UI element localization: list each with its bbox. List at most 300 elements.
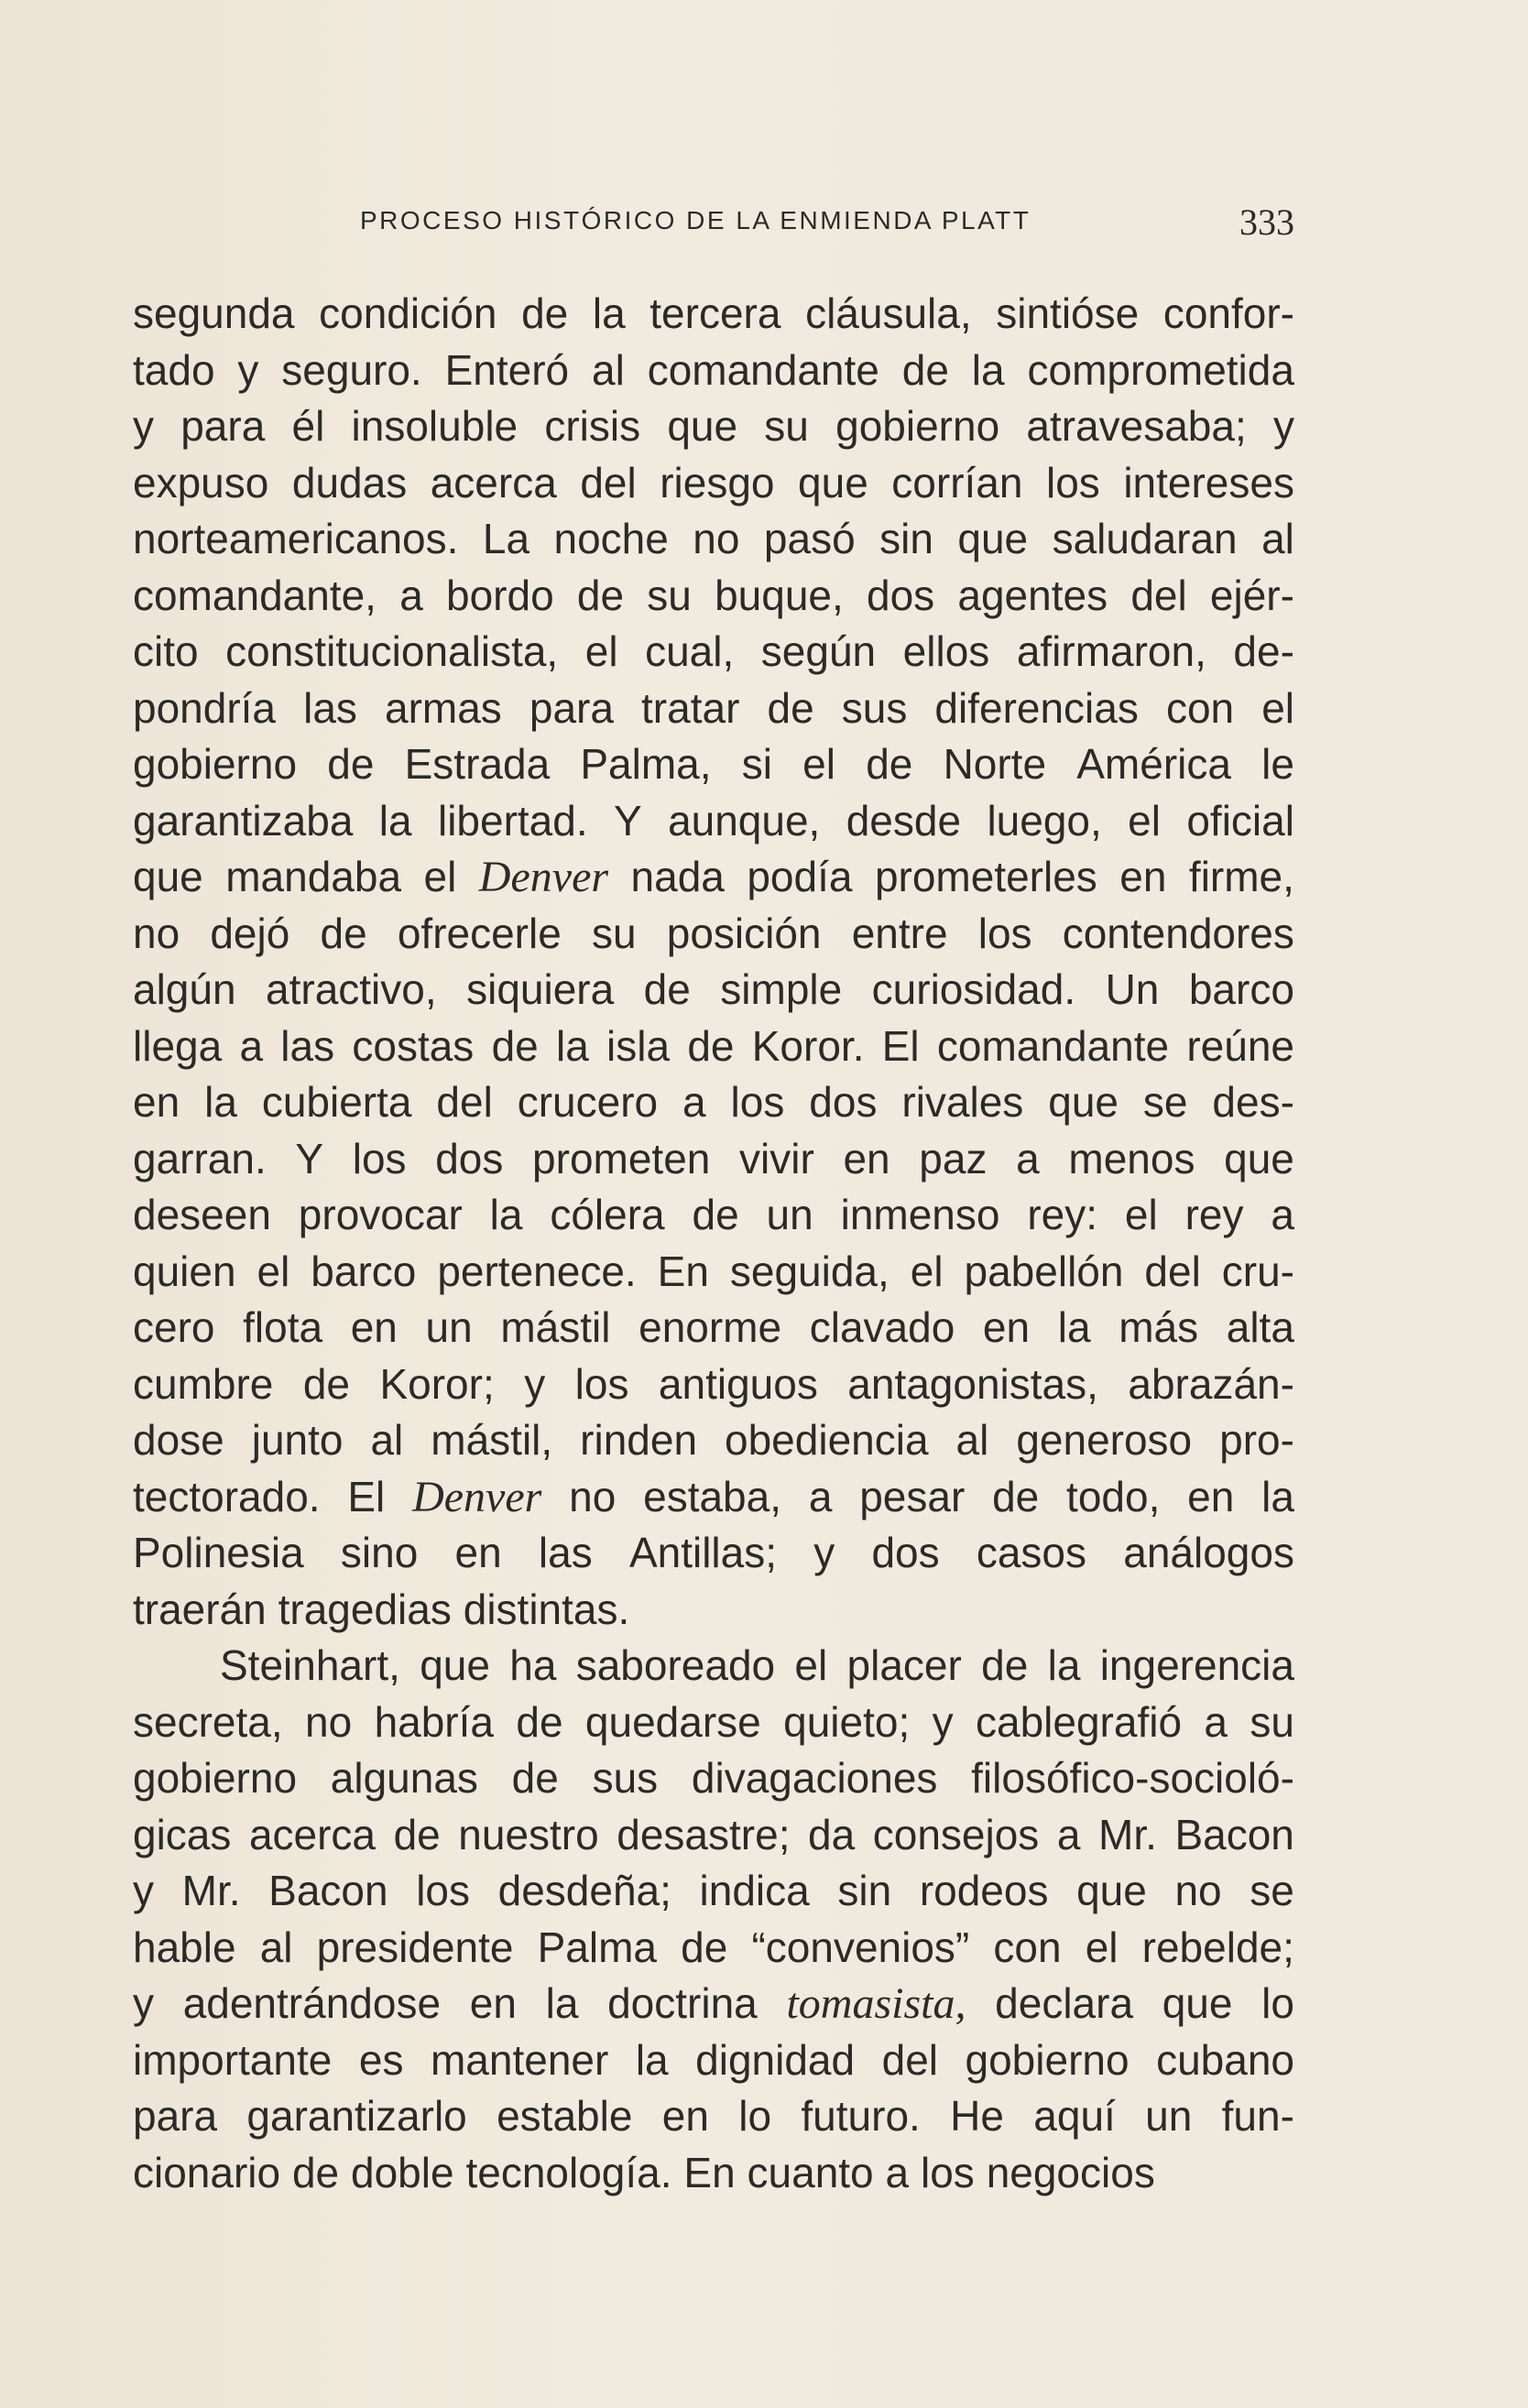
word: quedarse [584, 1697, 761, 1746]
word: desde [846, 796, 962, 844]
word: obediencia [725, 1416, 929, 1464]
word: de [692, 1191, 739, 1238]
word: de- [1233, 627, 1294, 675]
word: de [643, 965, 691, 1013]
word: no [693, 515, 740, 562]
word: tado [133, 345, 215, 394]
word: y [133, 1867, 154, 1914]
word: libertad. [437, 796, 588, 844]
word: tecnología. [465, 2148, 672, 2196]
word: y [524, 1359, 546, 1408]
text-line [133, 736, 1294, 793]
word: y [932, 1697, 954, 1746]
word: contendores [1062, 909, 1294, 957]
word: rodeos [919, 1867, 1049, 1914]
word: corrían [891, 458, 1023, 507]
word: importante [133, 2035, 333, 2084]
word: rey [1184, 1191, 1244, 1238]
word: que [1048, 1078, 1119, 1126]
word: rivales [901, 1078, 1024, 1126]
text-line [133, 849, 1294, 906]
word: garantizarlo [246, 2092, 467, 2140]
word: doble [351, 2148, 454, 2196]
word: inmenso [840, 1191, 1000, 1238]
word: vivir [739, 1134, 814, 1182]
word: la [592, 289, 626, 337]
word: pondría [133, 683, 277, 732]
word: segunda [133, 289, 295, 337]
word: barco [1188, 965, 1294, 1013]
word: En [683, 2148, 736, 2196]
word: riesgo [660, 458, 775, 507]
word: a [239, 1021, 264, 1070]
word: el [794, 1641, 828, 1689]
word: gobierno [133, 1754, 298, 1802]
word: barco [311, 1247, 417, 1295]
word: secreta, [133, 1697, 283, 1746]
word: al [955, 1416, 989, 1464]
word: de [521, 289, 569, 337]
word: a [1204, 1697, 1228, 1746]
word: mandaba [225, 853, 402, 900]
word: para [133, 2092, 218, 2140]
word: la [1057, 1303, 1091, 1351]
word: comprometida [1027, 345, 1294, 394]
word: al [1261, 515, 1294, 562]
word: traerán [133, 1585, 267, 1633]
text-line [133, 1638, 1294, 1694]
word: algún [133, 965, 236, 1013]
text-line [133, 286, 1294, 343]
word: adentrándose [182, 1979, 442, 2027]
word: la [545, 1979, 579, 2027]
word: antiguos [658, 1359, 818, 1408]
word: sino [340, 1529, 419, 1576]
word: consejos [872, 1810, 1040, 1858]
word: Antillas; [628, 1529, 778, 1576]
word: el [802, 740, 835, 788]
word: estable [497, 2092, 633, 2140]
word: podía [747, 853, 853, 900]
word: al [370, 1416, 404, 1464]
word: de [687, 1021, 735, 1070]
word: a [1016, 1134, 1040, 1182]
word: en [1119, 853, 1167, 900]
word: cubano [1156, 2035, 1294, 2084]
word: de [511, 1754, 559, 1802]
word: quien [133, 1247, 236, 1295]
text-line [133, 1807, 1294, 1864]
word: cual, [645, 627, 735, 675]
word: abrazán- [1128, 1359, 1294, 1408]
word: crucero [517, 1078, 659, 1126]
text-line [133, 1131, 1294, 1188]
body-text [133, 286, 1294, 2201]
word: de [393, 1810, 441, 1858]
word: lo [738, 2092, 772, 2140]
word: que [798, 458, 868, 507]
word: luego, [987, 796, 1102, 844]
word: que [957, 515, 1029, 562]
text-line [133, 1187, 1294, 1244]
word: la [378, 796, 412, 844]
word: Y [614, 796, 642, 844]
word: dose [133, 1416, 224, 1464]
word: del [436, 1078, 493, 1126]
word: da [808, 1810, 856, 1858]
word: en [350, 1303, 398, 1351]
word: un [1145, 2092, 1193, 2140]
word: aunque, [668, 796, 821, 844]
word: placer [846, 1641, 962, 1689]
word: según [760, 627, 877, 675]
word: Koror; [379, 1359, 495, 1408]
word: menos [1068, 1134, 1195, 1182]
word: se [1250, 1867, 1294, 1914]
word: del [1144, 1247, 1201, 1295]
word: a [885, 2148, 910, 2196]
word: sintióse [996, 289, 1140, 337]
word: tragedias [278, 1585, 452, 1633]
word: bordo [446, 571, 554, 619]
word: garantizaba [133, 796, 354, 844]
word: todo, [1066, 1472, 1161, 1520]
word: confor- [1162, 289, 1294, 337]
word: ellos [902, 627, 990, 675]
word: el [584, 627, 618, 675]
text-line [133, 1244, 1294, 1301]
word: simple [720, 965, 843, 1013]
word: gobierno [965, 2035, 1130, 2084]
word: y [133, 402, 154, 450]
word: Palma [537, 1923, 658, 1971]
word: de [302, 1359, 351, 1408]
word: flota [243, 1303, 323, 1351]
word: negocios [986, 2148, 1155, 2196]
word: sin [879, 515, 933, 562]
word: si [741, 740, 772, 788]
word: le [1261, 740, 1294, 788]
text-line [133, 1863, 1294, 1920]
word: comandante, [133, 571, 377, 619]
word: análogos [1123, 1529, 1294, 1576]
word: y [237, 345, 259, 394]
word: lo [1261, 1979, 1294, 2027]
word: mantener [430, 2035, 609, 2084]
text-line [133, 793, 1294, 850]
word: Polinesia [133, 1529, 304, 1576]
word: de [291, 2148, 340, 2196]
word: filosófico-socioló- [971, 1754, 1294, 1802]
text-line [133, 568, 1294, 625]
word: dos [809, 1078, 878, 1126]
word: Enteró [444, 345, 570, 394]
word: noche [553, 515, 669, 562]
word: América [1076, 740, 1231, 788]
word: cubierta [261, 1078, 412, 1126]
word: indica [699, 1867, 810, 1914]
word: cumbre [133, 1359, 274, 1408]
word: prometen [532, 1134, 711, 1182]
text-line [133, 511, 1294, 568]
word: atravesaba; [1026, 402, 1247, 450]
word: para [529, 683, 614, 732]
word: enorme [638, 1303, 782, 1351]
page-header [133, 197, 1294, 243]
word: fun- [1221, 2092, 1294, 2140]
text-line [133, 398, 1294, 455]
word: el [1261, 683, 1294, 732]
word: de [516, 1697, 563, 1746]
word: su [764, 402, 809, 450]
word: gobierno [835, 402, 1000, 450]
text-line [133, 1750, 1294, 1807]
word: acerca [430, 458, 557, 507]
text-line [133, 1920, 1294, 1977]
word: para [180, 402, 266, 450]
word: la [555, 1021, 589, 1070]
text-line [133, 1300, 1294, 1357]
word: cólera [550, 1191, 665, 1238]
word: clavado [809, 1303, 955, 1351]
word: ofrecerle [397, 909, 562, 957]
word: que [667, 402, 738, 450]
text-line [133, 1412, 1294, 1469]
word: Un [1105, 965, 1160, 1013]
word: armas [384, 683, 502, 732]
word: aquí [1033, 2092, 1116, 2140]
word: tratar [641, 683, 740, 732]
word: constitucionalista, [225, 627, 559, 675]
word: del [1130, 571, 1187, 619]
word: quieto; [783, 1697, 911, 1746]
text-line [133, 681, 1294, 737]
word: sus [841, 683, 908, 732]
word: su [647, 571, 692, 619]
word: crisis [544, 402, 641, 450]
word: declara [995, 1979, 1134, 2027]
word: curiosidad. [871, 965, 1076, 1013]
word: de [491, 1021, 539, 1070]
word: dignidad [695, 2035, 856, 2084]
word: de [866, 740, 913, 788]
word: las [280, 1021, 335, 1070]
word: Norte [943, 740, 1047, 788]
word: ha [509, 1641, 557, 1689]
word: Denver [478, 853, 609, 901]
word: cionario [133, 2148, 281, 2196]
word: junto [251, 1416, 344, 1464]
word: en [133, 1078, 180, 1126]
text-line [133, 2145, 1294, 2202]
word: de [327, 740, 375, 788]
word: La [482, 515, 530, 562]
word: sin [837, 1867, 892, 1914]
word: a [1056, 1810, 1081, 1858]
word: con [993, 1923, 1062, 1971]
page-number: 333 [1239, 202, 1294, 243]
word: los [574, 1359, 629, 1408]
word: la [971, 345, 1005, 394]
word: dos [871, 1529, 940, 1576]
word: gobierno [133, 740, 298, 788]
word: el [910, 1247, 944, 1295]
text-line [133, 962, 1294, 1019]
word: es [358, 2035, 404, 2084]
word: tectorado. [133, 1472, 321, 1520]
word: generoso [1016, 1416, 1193, 1464]
word: saludaran [1052, 515, 1238, 562]
word: antagonistas, [847, 1359, 1098, 1408]
word: del [881, 2035, 938, 2084]
word: cablegrafió [976, 1697, 1183, 1746]
word: comandante [647, 345, 879, 394]
word: que [420, 1641, 490, 1689]
word: los [730, 1078, 785, 1126]
word: Mr. [1098, 1810, 1157, 1858]
text-line [133, 624, 1294, 681]
word: dejó [210, 909, 290, 957]
word: el [1085, 1923, 1119, 1971]
word: futuro. [801, 2092, 921, 2140]
word: la [204, 1078, 237, 1126]
word: tercera [649, 289, 781, 337]
word: de [992, 1472, 1040, 1520]
word: que [133, 853, 203, 900]
word: y [813, 1529, 835, 1576]
word: intereses [1123, 458, 1294, 507]
word: siquiera [466, 965, 615, 1013]
word: cito [133, 627, 199, 675]
word: se [1142, 1078, 1188, 1126]
word: des- [1212, 1078, 1294, 1126]
word: Bacon [1174, 1810, 1294, 1858]
text-line [133, 1694, 1294, 1751]
word: distintas. [463, 1585, 630, 1633]
word: mástil [500, 1303, 611, 1351]
word: El [881, 1021, 920, 1070]
word: que [1076, 1867, 1147, 1914]
word: gicas [133, 1810, 232, 1858]
word: dudas [291, 458, 408, 507]
word: En [657, 1247, 709, 1295]
text-line [133, 1525, 1294, 1582]
word: cero [133, 1303, 215, 1351]
word: ingerencia [1099, 1641, 1294, 1689]
word: su [591, 909, 637, 957]
word: prometerles [874, 853, 1097, 900]
word: dos [435, 1134, 504, 1182]
word: rinden [580, 1416, 698, 1464]
word: los [921, 2148, 975, 2196]
word: costas [352, 1021, 475, 1070]
word: el [1124, 1191, 1158, 1238]
word: a [1271, 1191, 1294, 1238]
word: la [489, 1191, 523, 1238]
word: con [1165, 683, 1235, 732]
word: a [808, 1472, 833, 1520]
word: buque, [715, 571, 844, 619]
text-line [133, 1469, 1294, 1526]
word: expuso [133, 458, 269, 507]
word: agentes [957, 571, 1108, 619]
word: presidente [316, 1923, 514, 1971]
word: en [982, 1303, 1031, 1351]
word: en [469, 1979, 517, 2027]
word: un [425, 1303, 473, 1351]
text-line [133, 1976, 1294, 2032]
word: atractivo, [266, 965, 437, 1013]
word: en [1187, 1472, 1235, 1520]
word: que [1224, 1134, 1294, 1182]
text-line [133, 2032, 1294, 2089]
word: provocar [298, 1191, 463, 1238]
word: Estrada [404, 740, 551, 788]
word: algunas [330, 1754, 478, 1802]
word: pertenece. [437, 1247, 637, 1295]
word: cru- [1221, 1247, 1294, 1295]
word: la [1261, 1472, 1294, 1520]
word: cuanto [747, 2148, 874, 2196]
word: Y [295, 1134, 324, 1182]
word: paz [919, 1134, 988, 1182]
word: tomasista, [786, 1979, 966, 2028]
word: “convenios” [751, 1923, 970, 1971]
word: garran. [133, 1134, 267, 1182]
word: desastre; [617, 1810, 791, 1858]
word: Koror. [751, 1021, 865, 1070]
word: de [767, 683, 814, 732]
word: el [1128, 796, 1161, 844]
word: pasó [763, 515, 856, 562]
word: reúne [1186, 1021, 1294, 1070]
text-line [133, 455, 1294, 512]
word: insoluble [351, 402, 518, 450]
word: no [305, 1697, 353, 1746]
text-line [133, 906, 1294, 963]
word: los [416, 1867, 471, 1914]
word: los [977, 909, 1032, 957]
word: la [1047, 1641, 1081, 1689]
word: posición [666, 909, 822, 957]
word: en [454, 1529, 502, 1576]
word: a [682, 1078, 706, 1126]
word: en [661, 2092, 709, 2140]
word: del [580, 458, 637, 507]
word: norteamericanos. [133, 515, 459, 562]
word: de [576, 571, 625, 619]
word: las [303, 683, 357, 732]
paragraph [133, 1638, 1294, 2201]
word: llega [133, 1021, 223, 1070]
word: Bacon [268, 1867, 388, 1914]
word: estaba, [643, 1472, 782, 1520]
paragraph [133, 286, 1294, 1638]
word: Mr. [181, 1867, 241, 1914]
word: seguida, [729, 1247, 890, 1295]
word: rey: [1027, 1191, 1098, 1238]
word: He [950, 2092, 1004, 2140]
word: firme, [1188, 853, 1294, 900]
word: los [352, 1134, 407, 1182]
word: pesar [859, 1472, 966, 1520]
word: doctrina [607, 1979, 758, 2027]
word: un [766, 1191, 813, 1238]
word: saboreado [575, 1641, 776, 1689]
word: de [901, 345, 949, 394]
text-line [133, 2088, 1294, 2145]
word: cláusula, [805, 289, 972, 337]
